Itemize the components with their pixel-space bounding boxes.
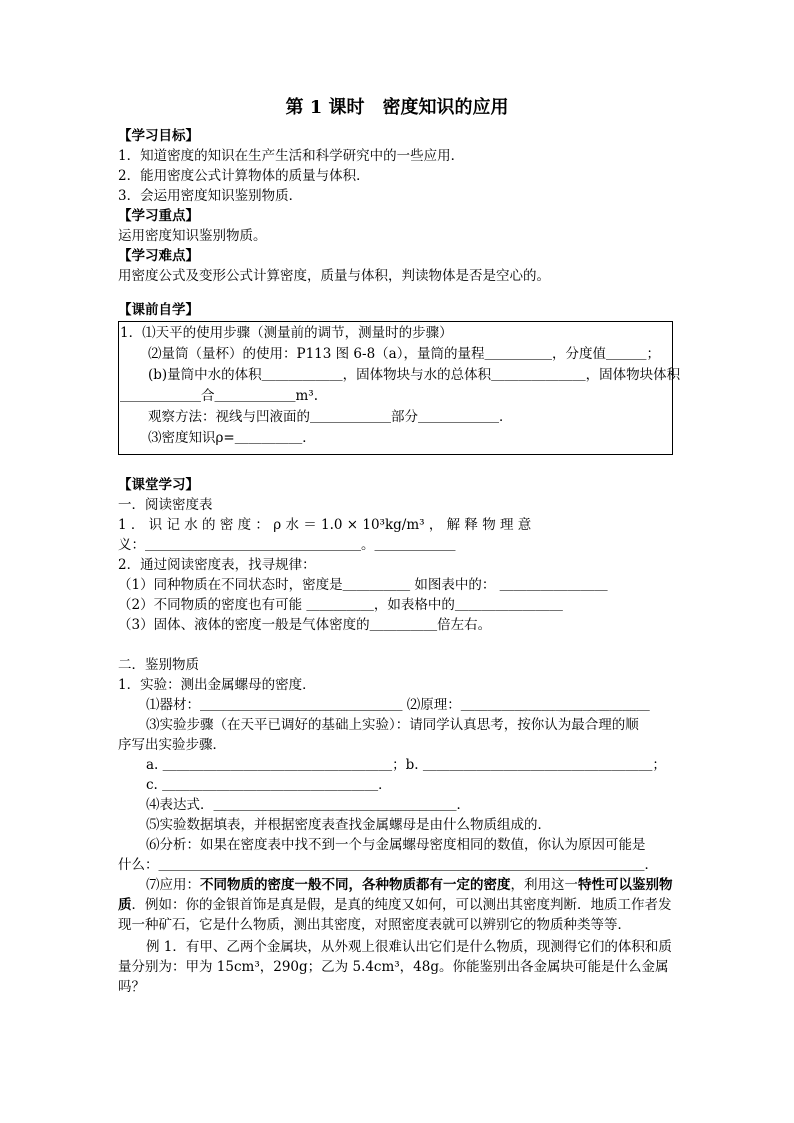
worksheet-page bbox=[118, 96, 681, 997]
app-rest: ．例如：你的金银首饰是真是假，是真的纯度又如何，可以测出其密度判断．地质工作者发现一种矿石，它是什么物质，测出其密度，对照密度表就可以辨别它的物质种类等等． bbox=[118, 897, 672, 933]
app-bold-1: 不同物质的密度一般不同， bbox=[200, 877, 362, 893]
application-paragraph bbox=[118, 875, 676, 935]
app-mid: ，利用这一 bbox=[510, 877, 578, 893]
preview-box bbox=[118, 321, 681, 455]
rule-item: （1）同种物质在不同状态时，密度是＿＿＿＿＿ 如图表中的： ＿＿＿＿＿＿＿＿ bbox=[118, 577, 608, 593]
steps-intro-cont: 序写出实验步骤． bbox=[118, 737, 226, 753]
step-c: c. ＿＿＿＿＿＿＿＿＿＿＿＿＿＿＿＿． bbox=[146, 777, 392, 793]
preview-line: ⑶密度知识ρ=＿＿＿＿＿． bbox=[148, 430, 316, 446]
water-density-blank: 义：＿＿＿＿＿＿＿＿＿＿＿＿＿＿＿＿。＿＿＿＿＿＿ bbox=[118, 537, 456, 553]
rules-intro: 2．通过阅读密度表，找寻规律： bbox=[118, 557, 316, 573]
rule-item: （3）固体、液体的密度一般是气体密度的＿＿＿＿＿倍左右。 bbox=[118, 617, 492, 633]
table-line: ⑸实验数据填表，并根据密度表查找金属螺母是由什么物质组成的． bbox=[146, 817, 551, 833]
analysis-blank: 什么：＿＿＿＿＿＿＿＿＿＿＿＿＿＿＿＿＿＿＿＿＿＿＿＿＿＿＿＿＿＿＿＿＿＿＿＿． bbox=[118, 857, 658, 873]
classroom-heading: 【课堂学习】 bbox=[118, 477, 199, 493]
key-heading: 【学习重点】 bbox=[118, 208, 199, 224]
key-text: 运用密度知识鉴别物质。 bbox=[118, 228, 267, 244]
preview-line: 观察方法：视线与凹液面的＿＿＿＿＿＿部分＿＿＿＿＿＿． bbox=[148, 409, 513, 425]
experiment-title: 1．实验：测出金属螺母的密度． bbox=[118, 677, 316, 693]
preview-heading: 【课前自学】 bbox=[118, 302, 199, 318]
app-prefix: ⑺应用： bbox=[146, 877, 200, 893]
difficulty-heading: 【学习难点】 bbox=[118, 248, 199, 264]
app-bold-3: 特性可以鉴别物质 bbox=[118, 877, 673, 913]
expression-line: ⑷表达式．＿＿＿＿＿＿＿＿＿＿＿＿＿＿＿＿＿＿． bbox=[146, 797, 470, 813]
preview-line: 1．⑴天平的使用步骤（测量前的调节，测量时的步骤） bbox=[120, 325, 453, 341]
goal-item: 1．知道密度的知识在生产生活和科学研究中的一些应用． bbox=[118, 148, 465, 164]
part2-title: 二．鉴别物质 bbox=[118, 657, 199, 673]
page-title: 第 1 课时 密度知识的应用 bbox=[285, 97, 509, 118]
equipment-line: ⑴器材：＿＿＿＿＿＿＿＿＿＿＿＿＿＿＿ ⑵原理：＿＿＿＿＿＿＿＿＿＿＿＿＿＿ bbox=[146, 697, 650, 713]
example-paragraph: 例 1．有甲、乙两个金属块，从外观上很难认出它们是什么物质，现测得它们的体积和质量分别为：甲为 15cm³，290g；乙为 5.4cm³，48g。你能鉴别出各金属块可能是什么金属吗？ bbox=[118, 939, 672, 995]
analysis-line: ⑹分析：如果在密度表中找不到一个与金属螺母密度相同的数值，你认为原因可能是 bbox=[146, 837, 646, 853]
goals-heading: 【学习目标】 bbox=[118, 128, 199, 144]
step-ab: a. ＿＿＿＿＿＿＿＿＿＿＿＿＿＿＿＿＿；b. ＿＿＿＿＿＿＿＿＿＿＿＿＿＿＿＿＿； bbox=[146, 757, 666, 773]
difficulty-text: 用密度公式及变形公式计算密度，质量与体积，判读物体是否是空心的。 bbox=[118, 268, 550, 284]
goal-item: 3．会运用密度知识鉴别物质． bbox=[118, 188, 303, 204]
part1-title: 一．阅读密度表 bbox=[118, 497, 213, 513]
preview-line: (b)量筒中水的体积＿＿＿＿＿＿，固体物块与水的总体积＿＿＿＿＿＿＿，固体物块体积 bbox=[148, 367, 681, 383]
goal-item: 2．能用密度公式计算物体的质量与体积． bbox=[118, 168, 370, 184]
preview-line: ⑵量筒（量杯）的使用：P113 图 6-8（a），量筒的量程＿＿＿＿＿，分度值＿＿＿； bbox=[148, 346, 660, 362]
water-density-question: 1 ． 识 记 水 的 密 度 ： ρ 水 ＝ 1.0 × 10³kg/m³ ， 解 释 物 理 意 bbox=[118, 517, 532, 533]
steps-intro: ⑶实验步骤（在天平已调好的基础上实验）：请同学认真思考，按你认为最合理的顺 bbox=[146, 717, 639, 733]
rule-item: （2）不同物质的密度也有可能 ＿＿＿＿＿，如表格中的＿＿＿＿＿＿＿＿ bbox=[118, 597, 563, 613]
app-bold-2: 各种物质都有一定的密度 bbox=[362, 877, 511, 893]
preview-line: ＿＿＿＿＿＿合＿＿＿＿＿＿m³. bbox=[120, 388, 319, 404]
